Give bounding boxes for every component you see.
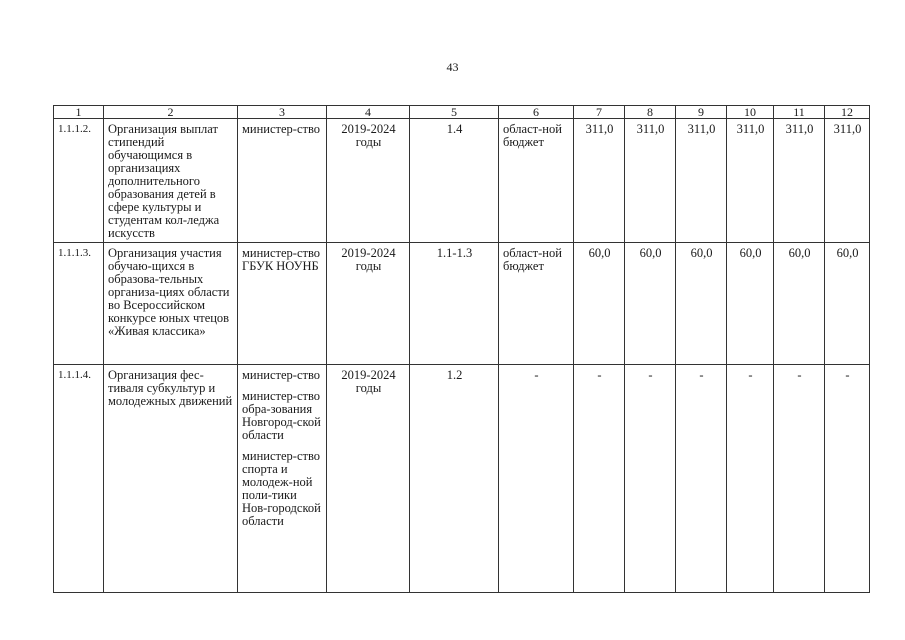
executor: министер-ство xyxy=(242,368,321,382)
value-2020: 60,0 xyxy=(625,243,676,365)
header-cell: 12 xyxy=(825,106,870,119)
executor: министер-ство ГБУК НОУНБ xyxy=(242,246,321,273)
executor-cell xyxy=(238,243,327,365)
executor: министер-ство обра-зования Новгород-ской области xyxy=(242,389,321,442)
header-cell: 6 xyxy=(499,106,574,119)
header-cell: 5 xyxy=(410,106,499,119)
row-number: 1.1.1.2. xyxy=(54,119,104,243)
table-row xyxy=(54,365,870,593)
indicator: 1.1-1.3 xyxy=(410,243,499,365)
measure-name: Организация выплат стипендий обучающимся в организациях дополнительного образования детей в сфере культуры и студентам кол-леджа искусств xyxy=(104,119,238,243)
funding-source: област-ной бюджет xyxy=(499,243,574,365)
page-number: 43 xyxy=(446,60,459,74)
row-number: 1.1.1.4. xyxy=(54,365,104,593)
header-cell: 4 xyxy=(327,106,410,119)
period: 2019-2024 годы xyxy=(327,365,410,593)
header-cell: 7 xyxy=(574,106,625,119)
value-2020: - xyxy=(625,365,676,593)
plan-table xyxy=(53,105,870,593)
table-row xyxy=(54,243,870,365)
value-2024: 311,0 xyxy=(825,119,870,243)
table-row xyxy=(54,119,870,243)
value-2023: 311,0 xyxy=(774,119,825,243)
header-cell: 3 xyxy=(238,106,327,119)
value-2022: 60,0 xyxy=(727,243,774,365)
measure-name: Организация фес-тиваля субкультур и молодежных движений xyxy=(104,365,238,593)
header-cell: 11 xyxy=(774,106,825,119)
indicator: 1.2 xyxy=(410,365,499,593)
value-2021: 60,0 xyxy=(676,243,727,365)
value-2023: 60,0 xyxy=(774,243,825,365)
value-2024: - xyxy=(825,365,870,593)
value-2020: 311,0 xyxy=(625,119,676,243)
executor-cell xyxy=(238,365,327,593)
value-2023: - xyxy=(774,365,825,593)
measure-name: Организация участия обучаю-щихся в образова-тельных организа-циях области во Всероссийском конкурсе юных чтецов «Живая классика» xyxy=(104,243,238,365)
header-cell: 2 xyxy=(104,106,238,119)
header-cell: 8 xyxy=(625,106,676,119)
indicator: 1.4 xyxy=(410,119,499,243)
period: 2019-2024 годы xyxy=(327,119,410,243)
header-cell: 9 xyxy=(676,106,727,119)
executor-cell xyxy=(238,119,327,243)
header-row xyxy=(54,106,870,119)
funding-source: - xyxy=(499,365,574,593)
value-2022: 311,0 xyxy=(727,119,774,243)
funding-source: област-ной бюджет xyxy=(499,119,574,243)
header-cell: 10 xyxy=(727,106,774,119)
value-2022: - xyxy=(727,365,774,593)
executor: министер-ство спорта и молодеж-ной поли-тики Нов-городской области xyxy=(242,449,321,528)
executor: министер-ство xyxy=(242,122,321,136)
header-cell: 1 xyxy=(54,106,104,119)
value-2019: 60,0 xyxy=(574,243,625,365)
value-2019: - xyxy=(574,365,625,593)
period: 2019-2024 годы xyxy=(327,243,410,365)
value-2021: 311,0 xyxy=(676,119,727,243)
value-2019: 311,0 xyxy=(574,119,625,243)
value-2021: - xyxy=(676,365,727,593)
value-2024: 60,0 xyxy=(825,243,870,365)
row-number: 1.1.1.3. xyxy=(54,243,104,365)
